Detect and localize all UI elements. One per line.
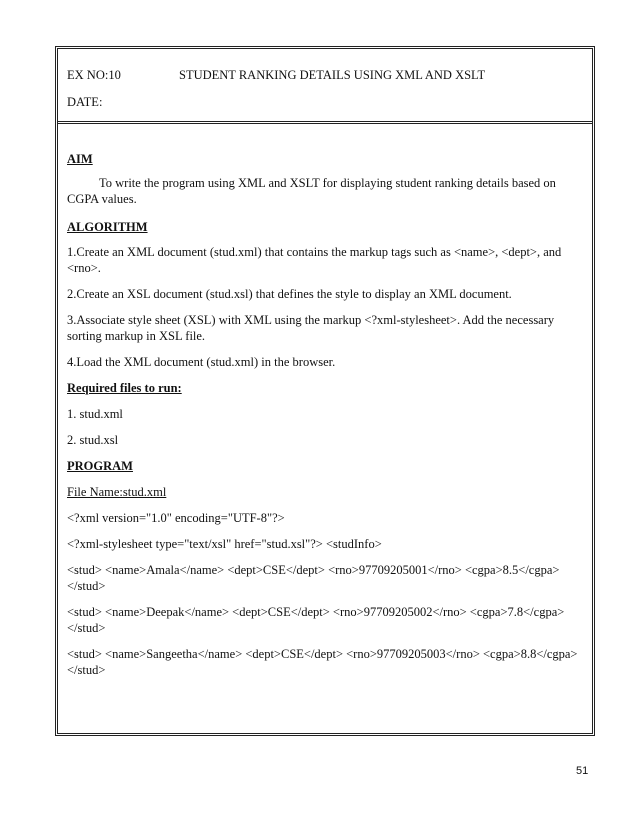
date-label: DATE:: [67, 95, 103, 109]
algorithm-step: 2.Create an XSL document (stud.xsl) that defines the style to display an XML document.: [67, 287, 512, 301]
required-file: 2. stud.xsl: [67, 433, 119, 447]
file-name-label: File Name:stud.xml: [67, 485, 167, 499]
code-line: <?xml version="1.0" encoding="UTF-8"?>: [67, 511, 285, 525]
aim-text: To write the program using XML and XSLT for displaying student ranking details based on CGPA values.: [67, 176, 556, 206]
code-line: <?xml-stylesheet type="text/xsl" href="stud.xsl"?> <studInfo>: [67, 537, 382, 551]
exercise-number: EX NO:10: [67, 68, 121, 82]
algorithm-step: 1.Create an XML document (stud.xml) that contains the markup tags such as <name>, <dept>, and <rno>.: [67, 245, 562, 275]
code-line: <stud> <name>Amala</name> <dept>CSE</dept> <rno>97709205001</rno> <cgpa>8.5</cgpa></stud>: [67, 563, 560, 593]
exercise-title: STUDENT RANKING DETAILS USING XML AND XSLT: [179, 68, 486, 82]
header-box: [58, 49, 592, 124]
code-line: <stud> <name>Deepak</name> <dept>CSE</dept> <rno>97709205002</rno> <cgpa>7.8</cgpa></stud>: [67, 605, 565, 635]
aim-heading: AIM: [67, 152, 93, 166]
required-file: 1. stud.xml: [67, 407, 123, 421]
document-body: [67, 151, 583, 678]
required-files-heading: Required files to run:: [67, 381, 182, 395]
code-line: <stud> <name>Sangeetha</name> <dept>CSE</dept> <rno>97709205003</rno> <cgpa>8.8</cgpa></stud>: [67, 647, 578, 677]
program-heading: PROGRAM: [67, 459, 133, 473]
page-frame: [55, 46, 595, 736]
algorithm-step: 4.Load the XML document (stud.xml) in the browser.: [67, 355, 336, 369]
page-number: 51: [576, 765, 589, 777]
algorithm-heading: ALGORITHM: [67, 220, 148, 234]
algorithm-step: 3.Associate style sheet (XSL) with XML using the markup <?xml-stylesheet>. Add the necessary sorting markup in XSL file.: [67, 313, 555, 343]
